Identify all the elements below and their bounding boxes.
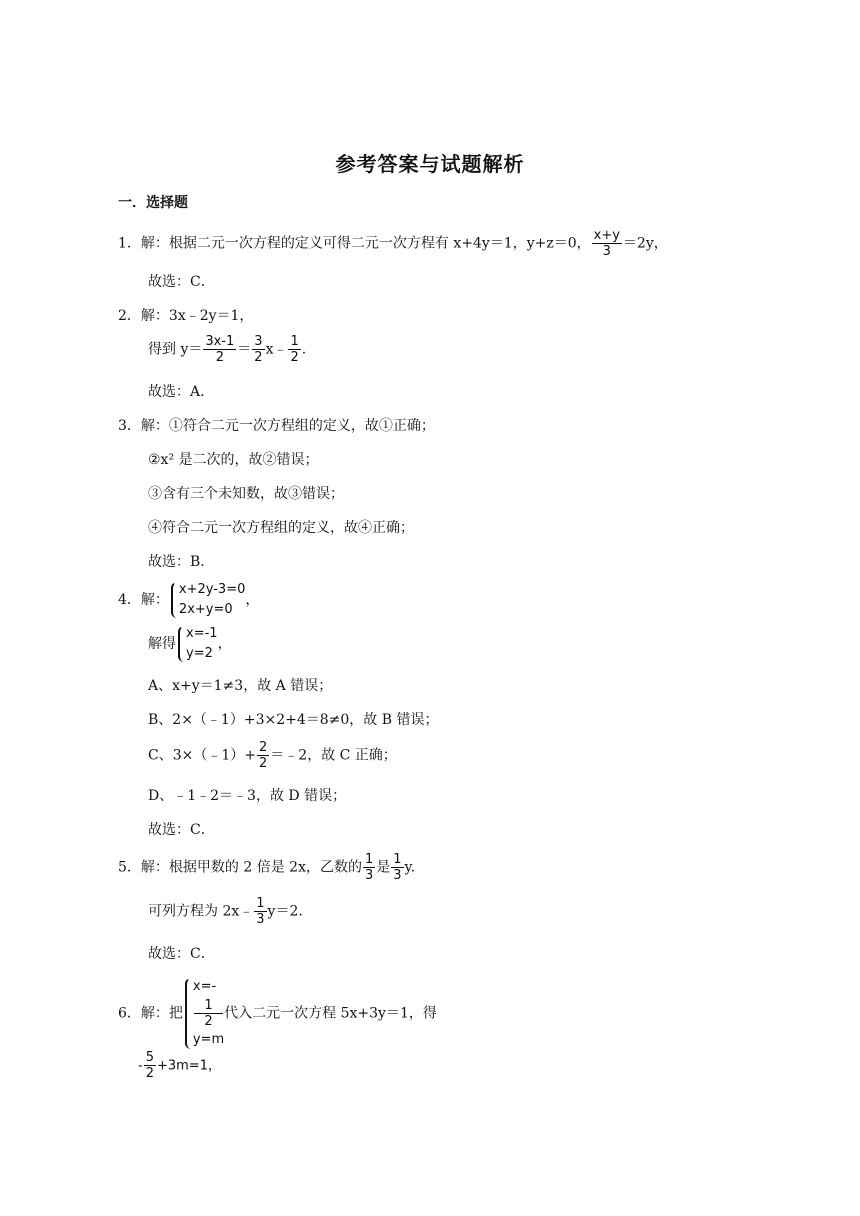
q3-line4: ④符合二元一次方程组的定义，故④正确； (148, 520, 414, 536)
q5-solution-line1: 5．解：根据甲数的 2 倍是 2x，乙数的 $\frac{1}{3}$ 是 $\frac{1}{3}$ y. (118, 852, 416, 883)
q1-answer: 故选：C． (148, 274, 215, 290)
q4-option-c: C、3×（﹣1）+ $\frac{2}{2}$ ＝﹣2，故 C 正确； (148, 740, 397, 771)
q6-equation-fraction: $\frac{5}{2}$ (145, 1050, 154, 1081)
page-title: 参考答案与试题解析 (335, 152, 525, 176)
q5-answer: 故选：C． (148, 946, 215, 962)
q4-option-a: A、x+y＝1≠3，故 A 错误； (148, 678, 333, 694)
q4-solution-line: 解得 x=-1 y=2 ， (148, 624, 232, 664)
q6-equation: - $\frac{5}{2}$ +3m=1， (138, 1050, 221, 1081)
q4-option-b: B、2×（﹣1）+3×2+4＝8≠0，故 B 错误； (148, 712, 439, 728)
q5-fraction-1: $\frac{1}{3}$ (364, 852, 374, 883)
q3-line2: ②x² 是二次的，故②错误； (148, 452, 319, 468)
q4-system-line: 4．解： x+2y-3=0 2x+y=0 ， (118, 580, 259, 620)
q2-solution-line2: 得到 y＝ $\frac{3x-1}{2}$ ＝ $\frac{3}{2}$ x﹣ $\frac{1}{2}$ . (148, 334, 307, 365)
q6-value-system: x=- 1 2 y=m (183, 976, 224, 1051)
q4-answer: 故选：C． (148, 822, 215, 838)
q3-line1: 3．解：①符合二元一次方程组的定义，故①正确； (118, 418, 435, 434)
q5-solution-line2: 可列方程为 2x﹣ $\frac{1}{3}$ y＝2. (148, 896, 303, 927)
q6-solution-line1: 6．解：把 x=- 1 2 y=m 代入二元一次方程 5x+3y＝1，得 (118, 976, 437, 1051)
q4-option-c-fraction: $\frac{2}{2}$ (259, 740, 268, 771)
q1-solution: 1．解：根据二元一次方程的定义可得二元一次方程有 x+4y＝1，y+z＝0， $\frac{x+y}{3}$ ＝2y， (118, 228, 668, 259)
q6-system-fraction: 1 2 (194, 998, 223, 1029)
q1-fraction: $\frac{x+y}{3}$ (593, 228, 620, 259)
q4-equation-system: x+2y-3=0 2x+y=0 (169, 580, 245, 620)
q5-fraction-2: $\frac{1}{3}$ (393, 852, 402, 883)
q3-answer: 故选：B． (148, 554, 215, 570)
q4-option-d: D、﹣1﹣2＝﹣3，故 D 错误； (148, 788, 347, 804)
q2-fraction-2: $\frac{3}{2}$ (254, 334, 263, 365)
q5-fraction-3: $\frac{1}{3}$ (256, 896, 265, 927)
q4-solution-system: x=-1 y=2 (176, 624, 218, 664)
q2-fraction-3: $\frac{1}{2}$ (290, 334, 299, 365)
q3-line3: ③含有三个未知数，故③错误； (148, 486, 344, 502)
q2-answer: 故选：A． (148, 384, 215, 400)
section-heading: 一．选择题 (118, 195, 188, 211)
q2-solution-line1: 2．解：3x﹣2y＝1， (118, 308, 254, 324)
q2-fraction-1: $\frac{3x-1}{2}$ (205, 334, 235, 365)
